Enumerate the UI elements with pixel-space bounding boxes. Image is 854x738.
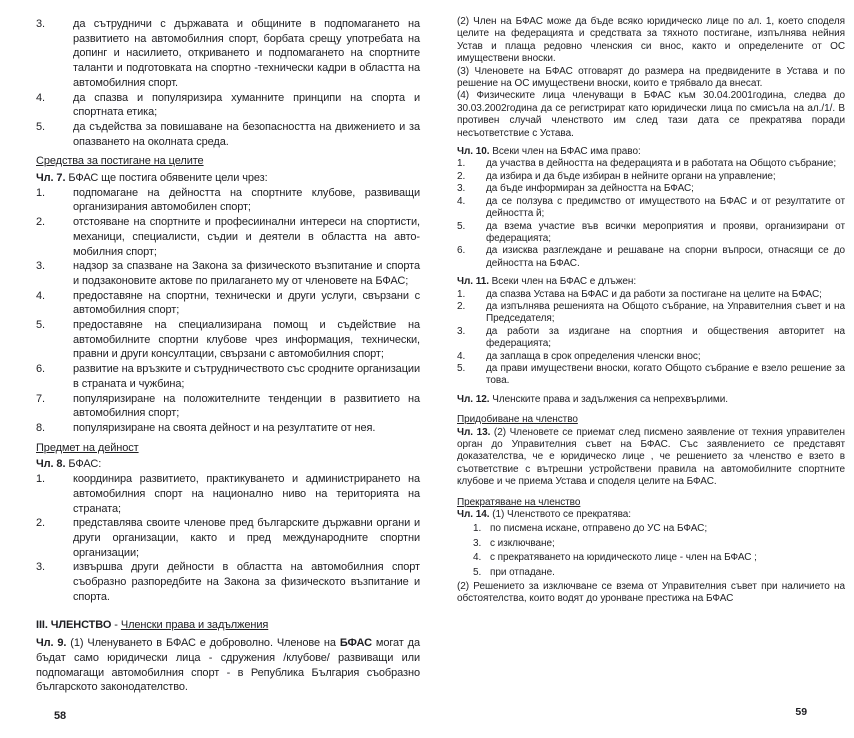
list-item-text: при отпадане. [490, 566, 555, 578]
article-label: Чл. 14. [457, 509, 490, 521]
list-item-number: 4. [36, 289, 45, 302]
article-11 [457, 276, 845, 288]
list-item [473, 567, 845, 579]
article-label: Чл. 7. [36, 172, 66, 185]
list-item [36, 215, 420, 259]
list-item-number: 1. [457, 288, 466, 300]
article-label: Чл. 13. [457, 426, 491, 438]
list-item [473, 552, 845, 564]
list-item-number: 1. [36, 473, 45, 486]
list-item-number: 3. [473, 537, 482, 549]
article-text: (1) Членуването в БФАС е доброволно. Членове на [70, 637, 336, 650]
list-item-number: 5. [36, 319, 45, 332]
list-item-number: 1. [36, 186, 45, 199]
article-text: БФАС ще постига обявените цели чрез: [68, 172, 268, 185]
list-item-text: популяризиране на положителните тенденции в развитието на автомобилния спорт; [73, 392, 420, 420]
list-item-text: да прави имуществени вноски, когато Общото събрание е взело решение за това. [486, 362, 845, 387]
article-11-list [457, 289, 845, 388]
list-item-text: да работи за издигане на спортния и обществения авторитет на федерацията; [486, 325, 845, 350]
list-item [457, 158, 845, 170]
list-item [473, 538, 845, 550]
article-10 [457, 146, 845, 158]
list-item [36, 120, 420, 149]
article-text: Членските права и задължения са непрехвърлими. [492, 393, 728, 405]
list-item [457, 196, 845, 221]
list-item-number: 6. [36, 363, 45, 376]
list-item-text: да взема участие във всички мероприятия и прояви, организирани от федерацията; [486, 220, 845, 244]
list-item-text: да участва в дейността на федерацията и в работата на Общото събрание; [486, 158, 837, 170]
list-item [457, 289, 845, 301]
list-item [36, 289, 420, 318]
list-item [36, 421, 420, 436]
list-item-number: 2. [457, 170, 466, 182]
list-item-text: извършва други дейности в областта на автомобилния спорт съобразно разпоредбите на Закона за физическото възпитание и спорта. [73, 561, 420, 603]
paragraph-al3: (3) Членовете на БФАС отговарят до размера на предвидените в Устава и по решение на ОС имуществени вноски, които е трябвало да внесат. [457, 65, 845, 90]
page-number-59: 59 [795, 705, 807, 718]
list-item-text: представлява своите членове пред българските държавни органи и други организации, както и пред международните спортни организации; [73, 517, 420, 559]
list-item [36, 259, 420, 288]
list-item-text: координира развитието, практикуването и администрирането на автомобилния спорт на национално ниво на територията на страната; [73, 473, 420, 515]
list-item-text: да изисква разглеждане и решаване на спорни въпроси, отнасящи се до дейността на БФАС. [486, 245, 845, 269]
list-item [36, 472, 420, 516]
list-item-number: 4. [36, 91, 45, 104]
list-item [36, 17, 420, 91]
list-item-number: 5. [457, 362, 466, 374]
list-item-text: да сътрудничи с държавата и общините в подпомагането на развитието на автомобилния спорт, борбата срещу употребата на допинг и насилието, откриването и подпомагането на спортните таланти и подготовката на спортно -технически кадри в областта на автомобилния спорт. [73, 18, 420, 89]
list-item-number: 1. [457, 158, 466, 170]
page-number-58: 58 [54, 710, 67, 723]
list-item-text: по писмена искане, отправено до УС на БФАС; [490, 523, 708, 535]
list-item-text: популяризиране на своята дейност и на резултатите от нея. [73, 421, 376, 434]
list-item [457, 221, 845, 246]
list-item-text: да съдейства за повишаване на безопасността на движението и за опазването на околната среда. [73, 120, 420, 148]
list-item [36, 186, 420, 215]
list-item-text: да изпълнява решенията на Общото събрание, на Управителния съвет и на Председателя; [486, 300, 845, 325]
paragraph-al4: (4) Физическите лица членуващи в БФАС към 30.04.2001година, следва до 30.03.2002година да се регистрират като юридически лица по смисъла на ал./1/. В противен случай членството им след тази дата се прекратява поради несъответствие с Устава. [457, 90, 845, 139]
heading-means-of-achievement: Средства за постигане на целите [36, 155, 204, 168]
paragraph-al2: (2) Член на БФАС може да бъде всяко юридическо лице по ал. 1, което споделя целите на федерацията и средствата за тяхното постигане, изпълнява нейния Устав и плаща редовно членския си внос, както и определените от ОС имуществени вноски. [457, 16, 845, 65]
list-item [457, 183, 845, 195]
article-label: Чл. 12. [457, 393, 490, 405]
list-item-number: 4. [457, 350, 466, 362]
article-13 [457, 427, 845, 489]
list-item [457, 326, 845, 351]
list-item-number: 2. [36, 517, 45, 530]
article-label: Чл. 8. [36, 458, 66, 471]
article-12 [457, 394, 845, 406]
list-item [457, 301, 845, 326]
list-item [457, 171, 845, 183]
article-text: (1) Членството се прекратява: [492, 509, 631, 521]
article-7-list [36, 186, 420, 436]
article-14-list [457, 523, 845, 579]
article-text: (2) Членовете се приемат след писмено заявление от техния управителен орган до Управителния съвет на БФАС. Със заявлението се представят доказателства, че е юридическо лице , че решението за членство е взето в съответствие с вътрешни устройствени правила на автомобилните спортните клубове и че приема Устава и споделя целите на БФАС. [457, 426, 845, 488]
article-8 [36, 457, 420, 472]
list-item-text: да спазва и популяризира хуманните принципи на спорта и спортната етика; [73, 91, 420, 119]
list-item-number: 3. [36, 260, 45, 273]
list-item-number: 4. [473, 552, 482, 564]
list-item-number: 5. [457, 220, 466, 232]
list-item [36, 318, 420, 362]
section-subtitle: Членски права и задължения [120, 619, 269, 632]
list-item [36, 362, 420, 391]
section-dash: - [114, 619, 118, 632]
list-item-number: 4. [457, 195, 466, 207]
list-item-number: 7. [36, 392, 45, 405]
list-item-text: да се ползува с предимство от имуществото на БФАС и от резултатите от дейността й; [486, 195, 845, 220]
article-9 [36, 636, 420, 695]
list-item-number: 3. [36, 561, 45, 574]
objectives-list-continued [36, 17, 420, 149]
list-item-number: 3. [457, 183, 466, 195]
list-item-number: 8. [36, 421, 45, 434]
article-14 [457, 509, 845, 521]
article-10-list [457, 158, 845, 270]
list-item [36, 560, 420, 604]
list-item-text: да избира и да бъде избиран в нейните органи на управление; [486, 170, 776, 182]
list-item-number: 3. [36, 18, 45, 30]
list-item [473, 523, 845, 535]
heading-subject-of-activity: Предмет на дейност [36, 441, 139, 454]
list-item-text: подпомагане на дейността на спортните клубове, развиващи организирания автомобилен спорт; [73, 186, 420, 214]
article-text: Всеки член на БФАС има право: [492, 146, 641, 158]
list-item [36, 91, 420, 120]
article-label: Чл. 11. [457, 276, 489, 288]
article-7 [36, 171, 420, 186]
list-item-number: 2. [36, 216, 45, 229]
article-text: Всеки член на БФАС е длъжен: [491, 276, 637, 288]
list-item-text: предоставяне на специализирана помощ и съдействие на автомобилните спортни клубове чрез информация, технически, правни и други консултации, свързани с автомобилния спорт; [73, 319, 420, 361]
list-item-text: надзор за спазване на Закона за физическото възпитание и спорта и подзаконовите актове по прилагането му от членовете на БФАС; [73, 260, 420, 287]
heading-membership-acquisition: Придобиване на членство [457, 414, 578, 426]
list-item [36, 516, 420, 560]
list-item-text: с изключване; [490, 537, 555, 549]
list-item-text: предоставяне на спортни, технически и други услуги, свързани с автомобилния спорт; [73, 289, 420, 317]
article-text: БФАС: [68, 458, 102, 471]
section-title: III. ЧЛЕНСТВО [36, 619, 112, 632]
article-text: могат да бъдат само юридически лица - сдружения /клубове/ развиващи или подпомагащи автомобилния спорт - в Република България съобразно българското законодателство. [36, 637, 420, 694]
article-8-list [36, 472, 420, 604]
paragraph-expulsion-decision: (2) Решението за изключване се взема от Управителния съвет при наличието на обстоятелства, които водят до уронване престижа на БФАС [457, 581, 845, 605]
list-item-text: развитие на връзките и сътрудничеството със сродните организации в страната и чужбина; [73, 363, 420, 390]
list-item-number: 6. [457, 245, 466, 257]
list-item-text: да бъде информиран за дейността на БФАС; [486, 183, 694, 195]
page-59 [427, 0, 854, 738]
heading-membership-termination: Прекратяване на членство [457, 496, 581, 508]
list-item-number: 5. [36, 120, 45, 133]
list-item-text: отстояване на спортните и професиинални интереси на спортисти, механици, специалисти, съдии и деятели в областта на авто-мобилния спорт; [73, 216, 420, 258]
list-item-number: 5. [473, 566, 482, 578]
list-item-number: 2. [457, 300, 466, 312]
list-item-number: 3. [457, 325, 466, 337]
list-item [36, 392, 420, 421]
article-label: Чл. 9. [36, 637, 67, 650]
article-bold-word: БФАС [339, 637, 372, 650]
list-item [457, 363, 845, 388]
article-label: Чл. 10. [457, 146, 490, 158]
list-item-text: с прекратяването на юридическото лице - член на БФАС ; [490, 552, 757, 564]
list-item-number: 1. [473, 523, 482, 535]
list-item-text: да спазва Устава на БФАС и да работи за постигане на целите на БФАС; [486, 288, 822, 300]
list-item [457, 351, 845, 363]
section-iii-heading [36, 618, 420, 633]
list-item [457, 245, 845, 270]
list-item-text: да заплаща в срок определения членски внос; [486, 350, 701, 362]
